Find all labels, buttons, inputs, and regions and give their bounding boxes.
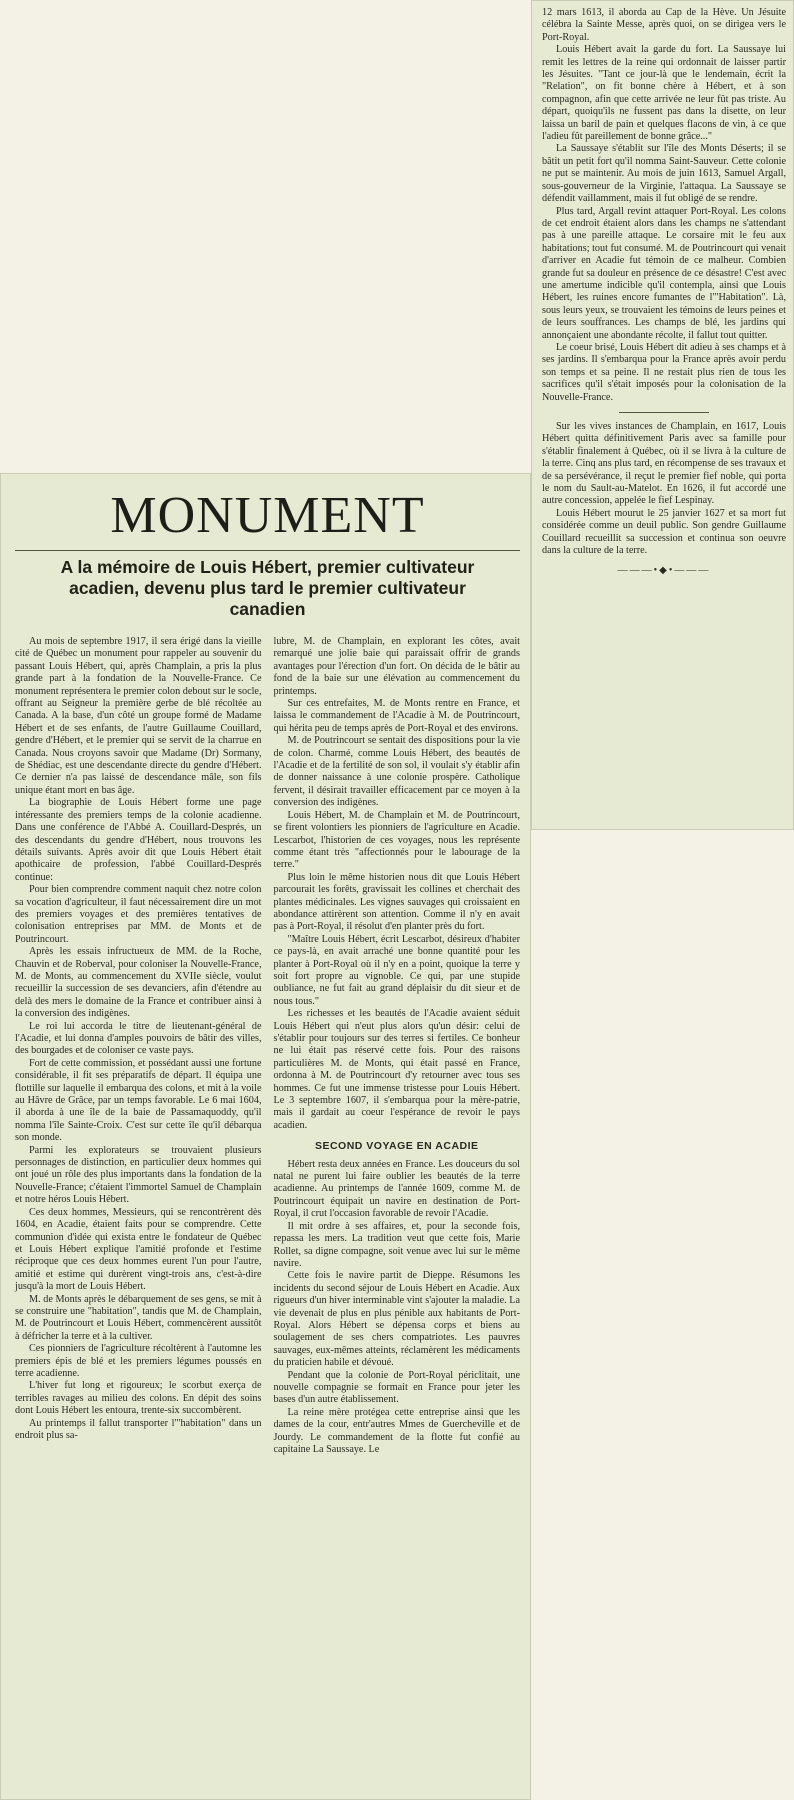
paragraph: Le roi lui accorda le titre de lieutenant-général de l'Acadie, et lui donna d'amples pouvoirs de bâtir des villes, des bourgades et de coloniser ce vaste pays.: [15, 1020, 262, 1057]
article-continuation-clipping: [531, 0, 794, 830]
paragraph: lubre, M. de Champlain, en explorant les côtes, avait remarqué une jolie baie qui paraissait offrir de grands avantages pour l'érection d'un fort. On décida de le bâtir au fond de la baie sur une élévation au commencement du printemps.: [273, 636, 520, 697]
paragraph: La Saussaye s'établit sur l'île des Monts Déserts; il se bâtit un petit fort qu'il nomma Saint-Sauveur. Cette colonie ne put se maintenir. Au mois de juin 1613, Samuel Argall, sous-gouverneur de la Virginie, l'attaqua. La Saussaye se défendit vaillamment, mais il fut obligé de se rendre.: [542, 143, 786, 205]
paragraph: Sur ces entrefaites, M. de Monts rentre en France, et laissa le commandement de l'Acadie à M. de Poutrincourt, qui hérita peu de temps après de Port-Royal et des environs.: [273, 698, 520, 734]
paragraph: Plus loin le même historien nous dit que Louis Hébert parcourait les forêts, gravissait les collines et cherchait des plantes médicinales. Les vignes sauvages qui croissaient en abondance attirèrent son attention. Comme il n'y en avait pas à Port-Royal, il résolut d'en planter près du fort.: [273, 871, 520, 933]
paragraph: Il mit ordre à ses affaires, et, pour la seconde fois, repassa les mers. La tradition veut que cette fois, Marie Rollet, sa digne compagne, soit venue avec lui sur le même navire.: [273, 1220, 520, 1269]
section-heading: SECOND VOYAGE EN ACADIE: [314, 1140, 479, 1153]
paragraph: Pendant que la colonie de Port-Royal périclitait, une nouvelle compagnie se formait en France pour jeter les bases d'un autre établissement.: [273, 1369, 520, 1406]
masthead-title: MONUMENT: [110, 487, 425, 544]
paragraph: Les richesses et les beautés de l'Acadie avaient séduit Louis Hébert qui n'eut plus alors qu'un désir: celui de s'établir pour toujours sur des terres si fertiles. Ce bonheur ne lui était pas réservé cette fois. Pour des raisons particulières M. de Monts, qui était passé en France, ordonna à M. de Poutrincourt d'y retourner avec tous ses hommes. Ce fut une immense tristesse pour Louis Hébert. Le 3 septembre 1607, il s'embarqua pour la mère-patrie, mais il gardait au coeur l'espérance de revoir le pays acadien.: [273, 1008, 520, 1131]
paragraph: M. de Poutrincourt se sentait des dispositions pour la vie de colon. Charmé, comme Louis Hébert, des beautés de l'Acadie et de la fertilité de son sol, il voulait s'y établir afin de donner naissance à une colonie prospère. Catholique fervent, il désirait travailler efficacement par ce moyen à la conversion des indigènes.: [273, 735, 520, 809]
column-1: [15, 636, 262, 1456]
paragraph: La biographie de Louis Hébert forme une page intéressante des premiers temps de la colonie acadienne. Dans une conférence de l'Abbé A. Couillard-Després, un des descendants du gendre d'Hébert, nous trouvons les détails suivants. Après avoir dit que Louis Hébert était apothicaire de profession, l'abbé Couillard-Després continue:: [15, 797, 262, 883]
end-ornament: ———•◆•———: [617, 565, 711, 577]
paragraph: Hébert resta deux années en France. Les douceurs du sol natal ne purent lui faire oublier les beautés de la terre acadienne. Au printemps de l'année 1609, comme M. de Poutrincourt équipait un navire en destination de Port-Royal, il crut l'occasion favorable de revoir l'Acadie.: [273, 1158, 520, 1220]
paragraph: Louis Hébert avait la garde du fort. La Saussaye lui remit les lettres de la reine qui ordonnait de laisser partir les Jésuites. "Tant ce jour-là que le lendemain, écrit la "Relation", on fit bonne chère à Hébert, et à son compagnon, afin que cette arrivée ne leur fût pas triste. Au départ, quoiqu'ils ne fussent pas dans la disette, on leur laissa un baril de pain et quelques flacons de vin, à ce que l'adieu fût pareillement de bonne grâce...": [542, 44, 786, 143]
masthead-rule: [15, 550, 520, 551]
paragraph: Parmi les explorateurs se trouvaient plusieurs personnages de distinction, en particulier deux hommes qui ont joué un rôle des plus importants dans la fondation de la Nouvelle-France; c'étaient l'immortel Samuel de Champlain et notre héros Louis Hébert.: [15, 1144, 262, 1206]
paragraph: L'hiver fut long et rigoureux; le scorbut exerça de terribles ravages au milieu des colons. En dépit des soins dont Louis Hébert les entoura, trente-six succombèrent.: [15, 1380, 262, 1417]
paragraph: 12 mars 1613, il aborda au Cap de la Hève. Un Jésuite célébra la Sainte Messe, après quoi, on se dirigea vers le Port-Royal.: [542, 7, 786, 43]
paragraph: "Maître Louis Hébert, écrit Lescarbot, désireux d'habiter ce pays-là, en avait arraché une bonne quantité pour les planter à Port-Royal où il n'y en a point, quoique la terre y soit fort propre au vignoble. Ce qui, par une stupide oubliance, ne fut fait au grand déplaisir du dit sieur et de nous tous.": [273, 933, 520, 1007]
paragraph: Ces deux hommes, Messieurs, qui se rencontrèrent dès 1604, en Acadie, étaient faits pour se comprendre. Cette communion d'idée qui exista entre le fondateur de Québec et Louis Hébert explique l'amitié profonde et l'estime réciproque que ces deux hommes eurent l'un pour l'autre, amitié et estime qui durèrent vingt-trois ans, c'est-à-dire jusqu'à la mort de Louis Hébert.: [15, 1206, 262, 1293]
paragraph: M. de Monts après le débarquement de ses gens, se mit à se construire une "habitation", tandis que M. de Champlain, M. de Poutrincourt et Louis Hébert, commencèrent aussitôt à défricher la terre et à la cultiver.: [15, 1293, 262, 1342]
paragraph: Plus tard, Argall revint attaquer Port-Royal. Les colons de cet endroit étaient alors dans les champs ne s'attendant pas à une pareille attaque. Le corsaire mit le feu aux habitations; tout fut consumé. M. de Poutrincourt qui venait d'arriver en Acadie fut témoin de ce malheur. Combien grande fut sa douleur en présence de ce désastre! C'est avec une amertume indicible qu'il contempla, ainsi que Louis Hébert, les ruines encore fumantes de l'"Habitation". Là, sous leurs yeux, se trouvaient les témoins de leurs peines et de leurs souffrances. Les champs de blé, les jardins qui annonçaient une abondante récolte, il fallut tout quitter.: [542, 205, 786, 341]
paragraph: Sur les vives instances de Champlain, en 1617, Louis Hébert quitta définitivement Paris avec sa famille pour s'établir finalement à Québec, où il se livra à la culture de la terre. Cinq ans plus tard, en récompense de ses travaux et de sa persévérance, il reçut le premier fief noble, qui porta le nom du Sault-au-Matelot. En 1626, il fut accordé une autre concession, appelée le fief Lespinay.: [542, 421, 786, 507]
paragraph: Après les essais infructueux de MM. de la Roche, Chauvin et de Roberval, pour coloniser la Nouvelle-France, M. de Monts, au commencement du XVIIe siècle, voulut recueillir la succession de ses devanciers, afin d'étendre au delà des mers le domaine de la France et contribuer ainsi à la conversion des indigènes.: [15, 946, 262, 1020]
column-2: [274, 636, 521, 1456]
paragraph: Le coeur brisé, Louis Hébert dit adieu à ses champs et à ses jardins. Il s'embarqua pour la France après avoir perdu son temps et sa peine. Il ne restait plus rien de tous les sacrifices qu'il s'était imposés pour la colonisation de la Nouvelle-France.: [542, 341, 786, 403]
paragraph: Pour bien comprendre comment naquit chez notre colon sa vocation d'agriculteur, il faut nécessairement dire un mot des premiers voyages et des premières tentatives de colonisation entreprises par MM. de Monts et de Poutrincourt.: [15, 884, 262, 945]
paragraph: Cette fois le navire partit de Dieppe. Résumons les incidents du second séjour de Louis Hébert en Acadie. Aux rigueurs d'un hiver interminable vint s'ajouter la maladie. La vie devenait de plus en plus pénible aux habitants de Port-Royal. Alors Hébert se dépensa corps et biens au soulagement de ses chers compatriotes. Les pauvres sauvages, eux-mêmes atteints, réclamèrent les médicaments du praticien habile et dévoué.: [273, 1270, 520, 1369]
article-main-clipping: [0, 473, 531, 1800]
article-columns: [15, 636, 520, 1456]
column-3: [542, 7, 786, 578]
paragraph: Au printemps il fallut transporter l'"habitation" dans un endroit plus sa-: [15, 1417, 262, 1441]
article-subtitle: A la mémoire de Louis Hébert, premier cultivateur acadien, devenu plus tard le premier cultivateur canadien: [60, 557, 475, 619]
separator: [619, 412, 709, 413]
paragraph: Louis Hébert, M. de Champlain et M. de Poutrincourt, se firent volontiers les pionniers de l'agriculture en Acadie. Lescarbot, l'historien de ces voyages, nous les représente comme étant très "affectionnés pour le labourage de la terre.": [273, 809, 520, 871]
paragraph: Louis Hébert mourut le 25 janvier 1627 et sa mort fut considérée comme un deuil public. Son gendre Guillaume Couillard recueillit sa succession et continua son oeuvre dans la culture de la terre.: [542, 507, 786, 557]
paragraph: Au mois de septembre 1917, il sera érigé dans la vieille cité de Québec un monument pour rappeler au souvenir du passant Louis Hébert, qui, après Champlain, a pris la plus grande part à la fondation de la Nouvelle-France. Ce monument représentera le premier colon debout sur le socle, offrant au Seigneur la première gerbe de blé récoltée au Canada. A la base, d'un côté un groupe formé de Madame Hébert et de ses enfants, de l'autre Guillaume Couillard, gendre d'Hébert, et le premier qui se servit de la charrue en Canada. Nous croyons savoir que Madame (Dr) Sormany, de Shédiac, est une descendante directe du gendre d'Hébert. Ce dernier n'a pas laissé de descendance mâle, son fils unique étant mort en bas âge.: [15, 636, 262, 796]
paragraph: La reine mère protégea cette entreprise ainsi que les dames de la cour, entr'autres Mmes de Guercheville et de Jourdy. Le commandement de la flotte fut confié au capitaine La Saussaye. Le: [273, 1406, 520, 1455]
paragraph: Ces pionniers de l'agriculture récoltèrent à l'automne les premiers épis de blé et les premiers légumes poussés en terre acadienne.: [15, 1343, 262, 1379]
paragraph: Fort de cette commission, et possédant aussi une fortune considérable, il fit ses préparatifs de départ. Il équipa une flottille sur laquelle il embarqua des colons, et mit à la voile au Hâvre de Grâce, par un temps favorable. Le 6 mai 1604, il aborda à une île de la baie de Passamaquoddy, qu'il nomma l'île Sainte-Croix. C'est sur cette île qu'il débarqua son monde.: [15, 1057, 262, 1144]
